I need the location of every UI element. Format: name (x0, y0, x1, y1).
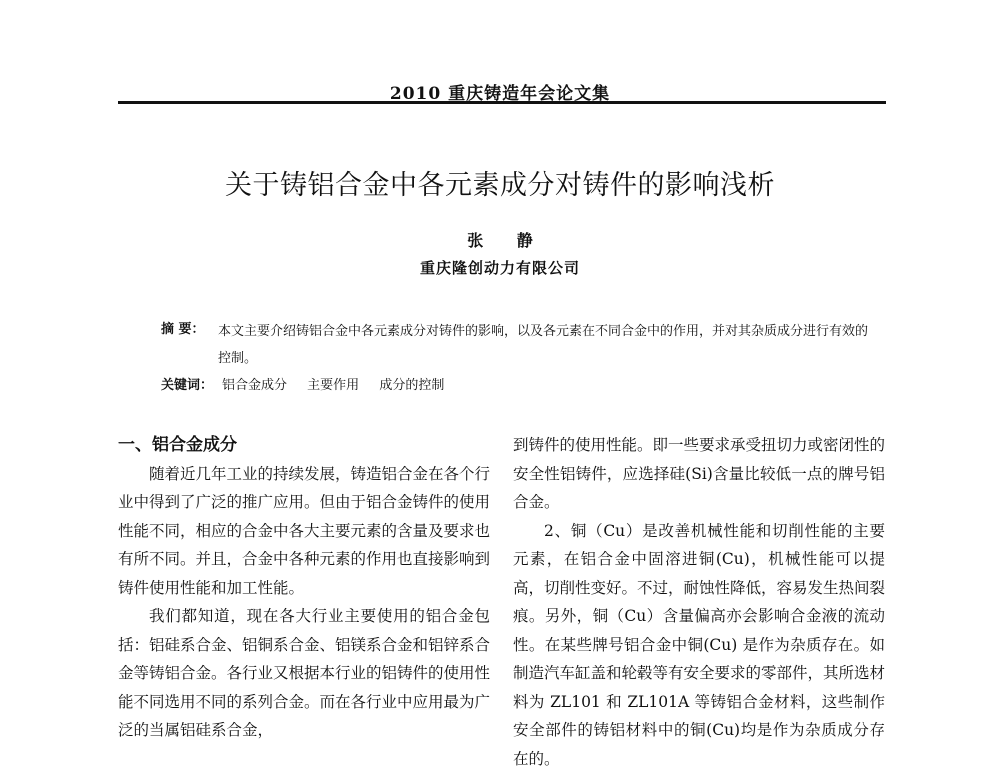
left-column (118, 431, 490, 745)
keyword: 主要作用 (307, 378, 359, 393)
paragraph: 到铸件的使用性能。即一些要求承受扭切力或密闭性的安全性铝铸件，应选择硅(Si)含量比较低一点的牌号铝合金。 (513, 431, 885, 517)
running-header: 2010 重庆铸造年会论文集 (0, 79, 1000, 104)
section-heading: 一、铝合金成分 (118, 431, 490, 460)
author-affiliation: 重庆隆创动力有限公司 (0, 257, 1000, 278)
keywords-label: 关键词： (161, 374, 213, 393)
right-column (513, 431, 885, 773)
abstract-label: 摘 要： (161, 318, 205, 337)
keywords-list (222, 374, 460, 393)
paragraph: 随着近几年工业的持续发展，铸造铝合金在各个行业中得到了广泛的推广应用。但由于铝合金铸件的使用性能不同，相应的合金中各大主要元素的含量及要求也有所不同。并且，合金中各种元素的作用也直接影响到铸件使用性能和加工性能。 (118, 460, 490, 603)
paragraph: 2、铜（Cu）是改善机械性能和切削性能的主要元素，在铝合金中固溶进铜(Cu)，机械性能可以提高，切削性变好。不过，耐蚀性降低，容易发生热间裂痕。另外，铜（Cu）含量偏高亦会影响合金液的流动性。在某些牌号铝合金中铜(Cu) 是作为杂质存在。如制造汽车缸盖和轮毂等有安全要求的零部件，其所选材料为 ZL101 和 ZL101A 等铸铝合金材料，这些制作安全部件的铸铝材料中的铜(Cu)均是作为杂质成分存在的。 (513, 517, 885, 773)
article-title: 关于铸铝合金中各元素成分对铸件的影响浅析 (0, 163, 1000, 202)
author-name: 张 静 (0, 228, 1000, 251)
abstract-text: 本文主要介绍铸铝合金中各元素成分对铸件的影响，以及各元素在不同合金中的作用，并对其杂质成分进行有效的控制。 (218, 318, 878, 372)
header-rule (118, 101, 886, 104)
keyword: 成分的控制 (379, 378, 444, 393)
paragraph: 我们都知道，现在各大行业主要使用的铝合金包括：铝硅系合金、铝铜系合金、铝镁系合金和铝锌系合金等铸铝合金。各行业又根据本行业的铝铸件的使用性能不同选用不同的系列合金。而在各行业中应用最为广泛的当属铝硅系合金， (118, 602, 490, 745)
keyword: 铝合金成分 (222, 378, 287, 393)
